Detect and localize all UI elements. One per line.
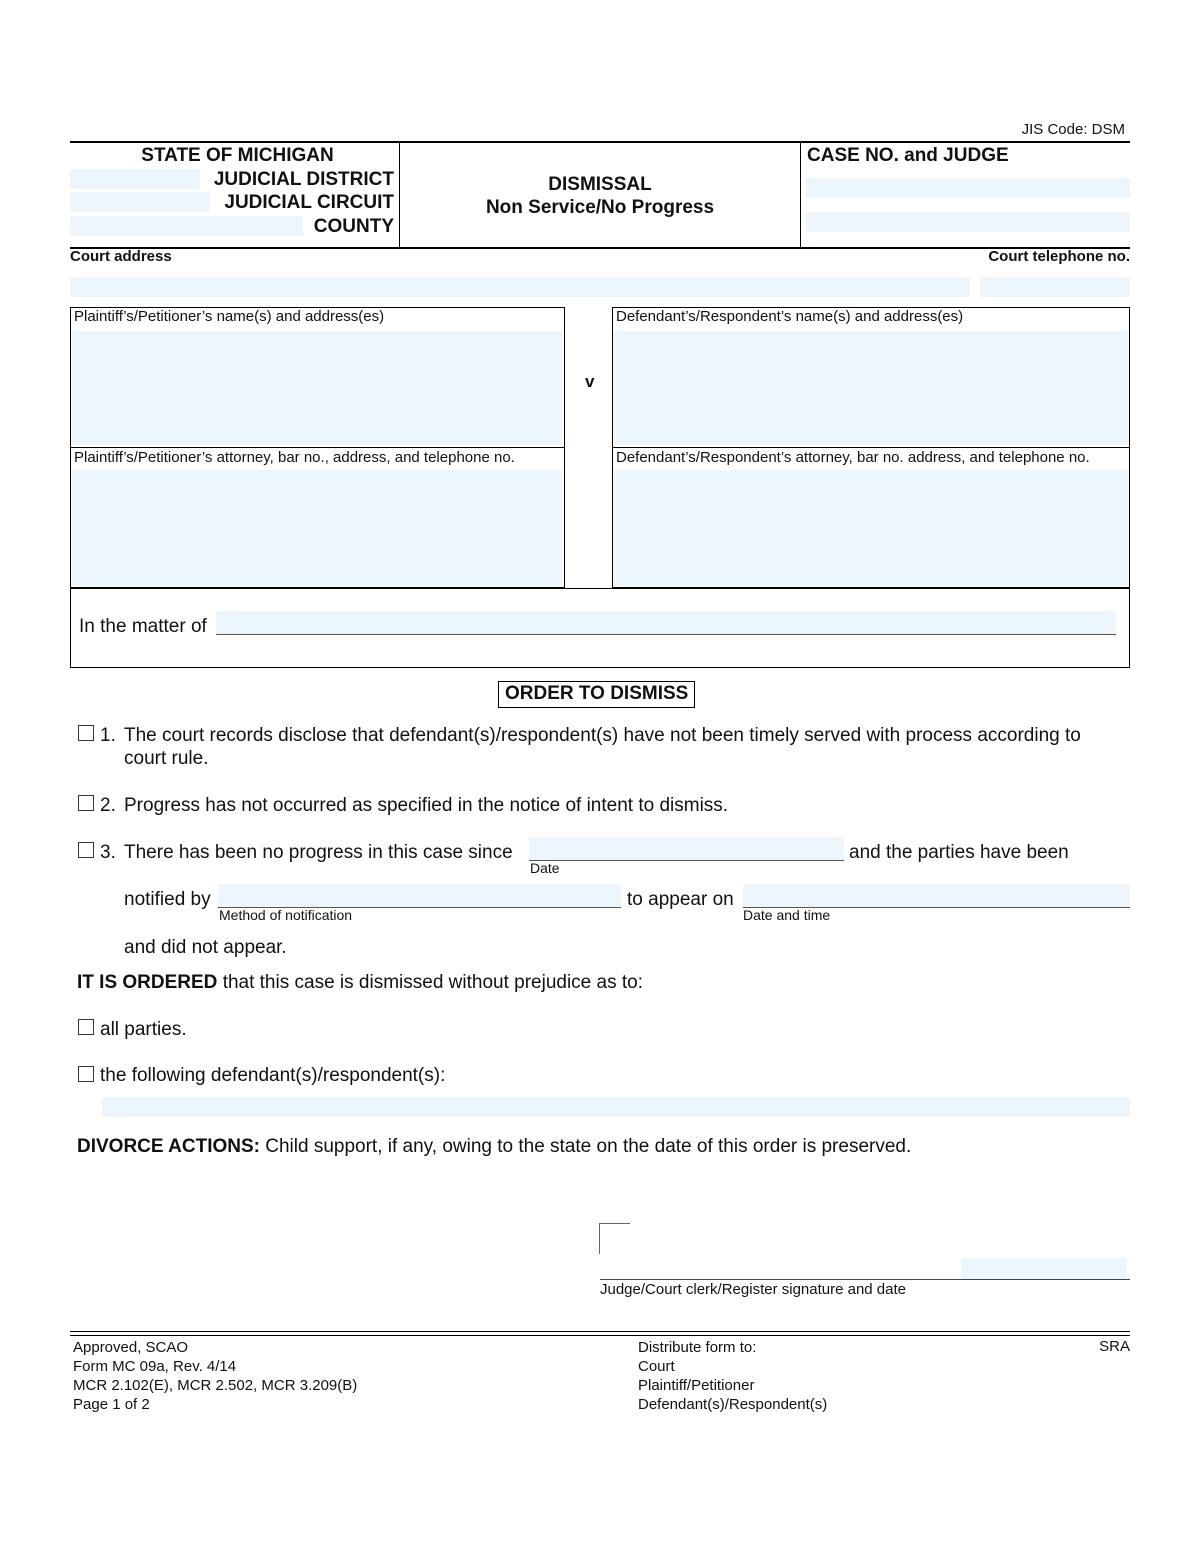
all-parties-label: all parties. (100, 1019, 187, 1040)
district-field[interactable] (70, 169, 200, 189)
divorce-statement (77, 1136, 911, 1158)
case-number-field[interactable] (806, 178, 1130, 198)
distribute-plaintiff: Plaintiff/Petitioner (638, 1377, 755, 1394)
signature-line (600, 1279, 1130, 1280)
matter-label: In the matter of (79, 616, 207, 637)
footer-approved: Approved, SCAO (73, 1339, 189, 1356)
method-label: Method of notification (219, 907, 353, 923)
header-bottom-rule (70, 247, 1130, 249)
jis-code: JIS Code: DSM (1021, 121, 1125, 138)
footer-page: Page 1 of 2 (73, 1396, 150, 1413)
item1-number: 1. (100, 725, 116, 746)
signature-corner-mark (599, 1223, 630, 1254)
plaintiff-attorney-field[interactable] (72, 470, 562, 586)
item1-checkbox[interactable] (78, 725, 94, 741)
court-telephone-label: Court telephone no. (988, 248, 1130, 265)
ordered-bold: IT IS ORDERED (77, 972, 218, 993)
item2-checkbox[interactable] (78, 795, 94, 811)
header-divider-right (800, 141, 801, 248)
footer-distribute (638, 1338, 827, 1414)
item1-text-line2: court rule. (124, 748, 209, 769)
ordered-statement (77, 972, 643, 994)
circuit-field[interactable] (70, 192, 210, 212)
order-title: ORDER TO DISMISS (498, 681, 695, 708)
following-defendants-label: the following defendant(s)/respondent(s): (100, 1065, 446, 1086)
defendant-attorney-label: Defendant’s/Respondent’s attorney, bar no. address, and telephone no. (616, 449, 1090, 466)
county-label: COUNTY (313, 216, 394, 237)
defendant-attorney-field[interactable] (614, 470, 1128, 586)
plaintiff-label: Plaintiff’s/Petitioner’s name(s) and address(es) (74, 308, 385, 325)
plaintiff-divider (70, 447, 565, 448)
all-parties-checkbox[interactable] (78, 1019, 94, 1035)
defendant-field[interactable] (614, 331, 1128, 445)
following-defendants-checkbox[interactable] (78, 1066, 94, 1082)
notified-by-label: notified by (124, 889, 211, 910)
state-label: STATE OF MICHIGAN (141, 145, 334, 166)
did-not-appear-text: and did not appear. (124, 937, 287, 958)
form-title: DISMISSAL (548, 174, 652, 195)
court-address-field[interactable] (70, 277, 970, 297)
footer-sra: SRA (1099, 1338, 1130, 1355)
header-top-rule (70, 141, 1130, 143)
divorce-bold: DIVORCE ACTIONS: (77, 1136, 260, 1157)
footer-form-number: Form MC 09a, Rev. 4/14 (73, 1358, 237, 1375)
signature-label: Judge/Court clerk/Register signature and date (600, 1281, 907, 1298)
divorce-text: Child support, if any, owing to the state on the date of this order is preserved. (265, 1136, 912, 1157)
county-field[interactable] (70, 216, 303, 236)
plaintiff-field[interactable] (72, 331, 562, 445)
date-time-label: Date and time (743, 907, 831, 923)
circuit-label: JUDICIAL CIRCUIT (224, 192, 394, 213)
distribute-label: Distribute form to: (638, 1339, 757, 1356)
signature-date-field[interactable] (961, 1258, 1127, 1279)
distribute-defendant: Defendant(s)/Respondent(s) (638, 1396, 828, 1413)
form-subtitle: Non Service/No Progress (485, 197, 715, 218)
versus-label: v (585, 372, 595, 391)
judge-field[interactable] (806, 212, 1130, 232)
footer-rule-1 (70, 1331, 1130, 1332)
item3-checkbox[interactable] (78, 842, 94, 858)
distribute-court: Court (638, 1358, 675, 1375)
plaintiff-attorney-label: Plaintiff’s/Petitioner’s attorney, bar no., address, and telephone no. (74, 449, 515, 466)
to-appear-on-label: to appear on (627, 889, 734, 910)
footer-rule-2 (70, 1335, 1130, 1336)
case-no-label: CASE NO. and JUDGE (807, 145, 1009, 166)
court-address-label: Court address (70, 248, 172, 265)
item3-text-a: There has been no progress in this case since (124, 842, 513, 863)
defendant-label: Defendant’s/Respondent’s name(s) and address(es) (616, 308, 964, 325)
progress-date-field[interactable] (529, 837, 844, 861)
defendant-divider (612, 447, 1130, 448)
item3-number: 3. (100, 842, 116, 863)
item2-number: 2. (100, 795, 116, 816)
item3-text-b: and the parties have been (849, 842, 1069, 863)
court-telephone-field[interactable] (980, 277, 1130, 297)
item2-text: Progress has not occurred as specified in the notice of intent to dismiss. (124, 795, 729, 816)
footer-left (73, 1338, 357, 1414)
date-label: Date (530, 860, 560, 876)
following-defendants-field[interactable] (102, 1097, 1130, 1117)
matter-field[interactable] (216, 611, 1116, 635)
ordered-text: that this case is dismissed without prejudice as to: (222, 972, 643, 993)
notification-method-field[interactable] (218, 884, 621, 908)
item1-text-line1: The court records disclose that defendant(s)/respondent(s) have not been timely served with process according to (124, 725, 1081, 746)
appear-date-time-field[interactable] (743, 884, 1130, 908)
footer-mcr: MCR 2.102(E), MCR 2.502, MCR 3.209(B) (73, 1377, 358, 1394)
district-label: JUDICIAL DISTRICT (213, 169, 394, 190)
